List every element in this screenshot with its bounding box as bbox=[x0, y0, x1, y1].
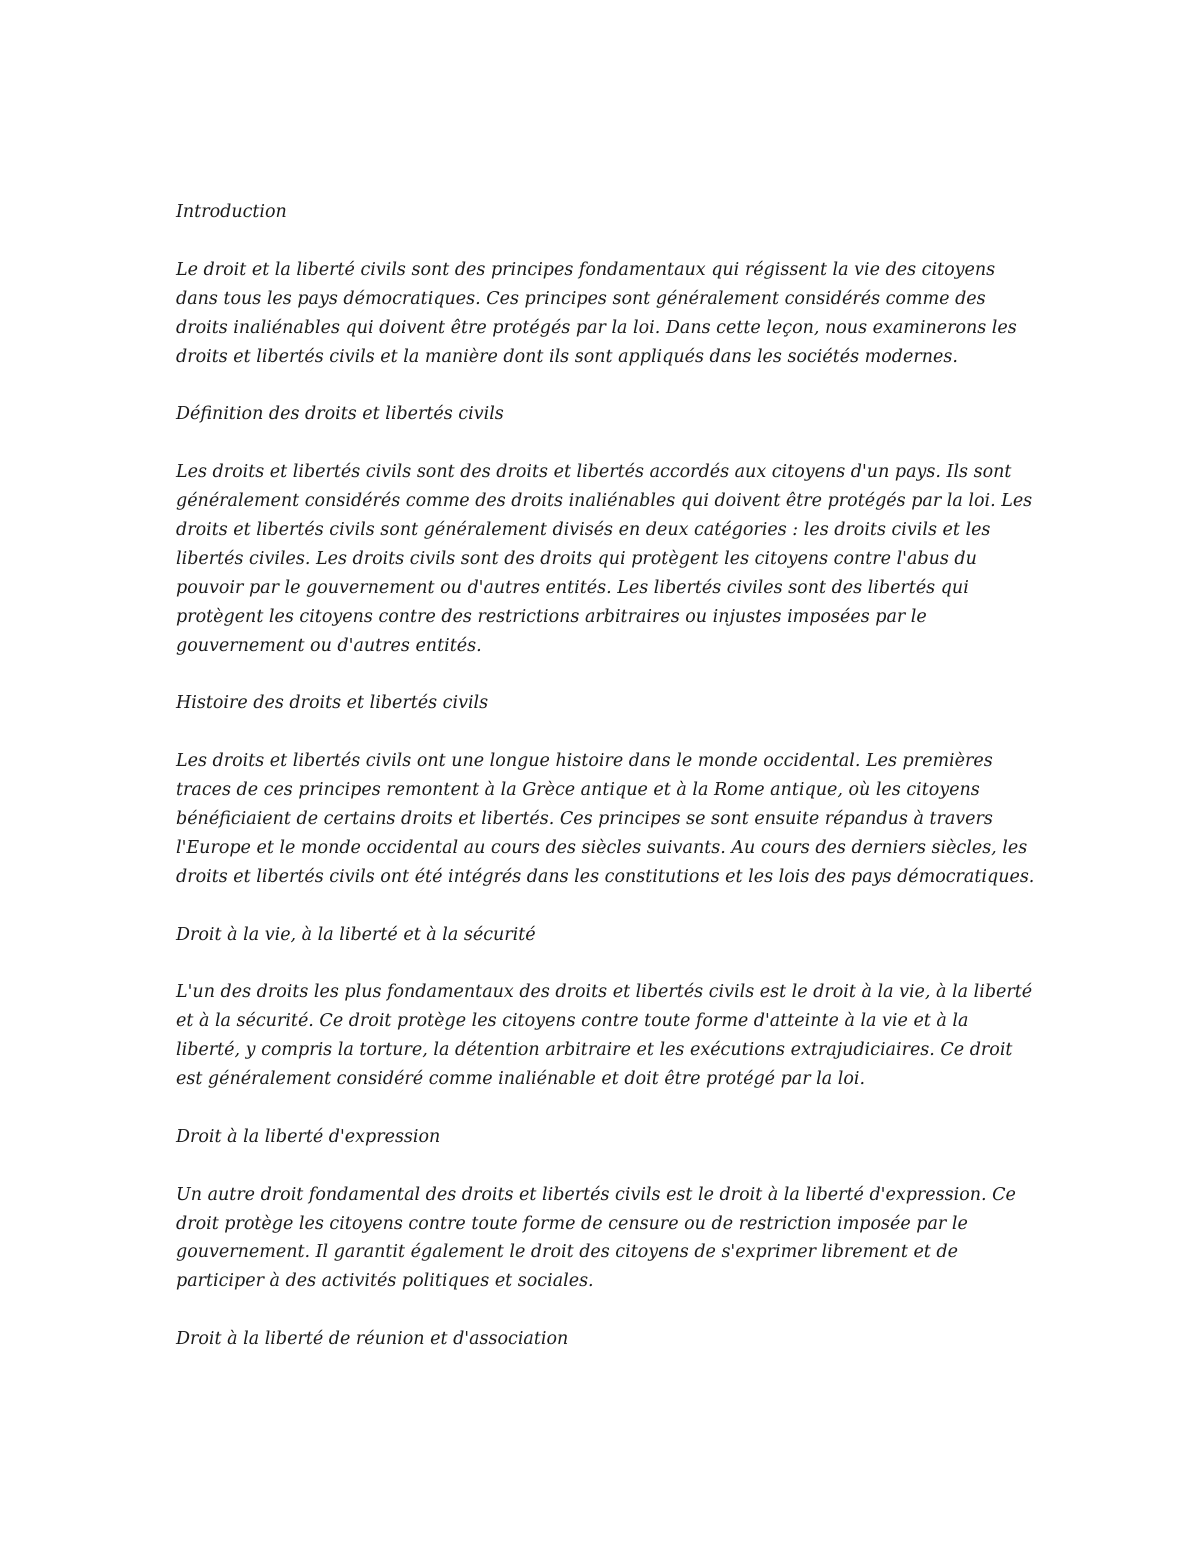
paragraph-line: libertés civiles. Les droits civils sont des droits qui protègent les citoyens contre l'abus du bbox=[176, 548, 977, 569]
paragraph-line: généralement considérés comme des droits inaliénables qui doivent être protégés par la loi. Les bbox=[176, 491, 1033, 512]
paragraph-line: est généralement considéré comme inaliénable et doit être protégé par la loi. bbox=[176, 1069, 866, 1090]
paragraph-line: Le droit et la liberté civils sont des principes fondamentaux qui régissent la vie des citoyens bbox=[176, 259, 996, 280]
heading-text: Introduction bbox=[176, 202, 287, 222]
paragraph-line: liberté, y compris la torture, la détention arbitraire et les exécutions extrajudiciaires. Ce droit bbox=[176, 1040, 1013, 1061]
paragraph-line: l'Europe et le monde occidental au cours des siècles suivants. Au cours des derniers siècles, les bbox=[176, 837, 1028, 858]
heading-text: Droit à la vie, à la liberté et à la sécurité bbox=[176, 924, 536, 945]
heading-text: Histoire des droits et libertés civils bbox=[176, 693, 489, 714]
section-heading bbox=[176, 1123, 1036, 1152]
heading-text: Définition des droits et libertés civils bbox=[176, 404, 504, 425]
paragraph-line: L'un des droits les plus fondamentaux des droits et libertés civils est le droit à la vie, à la liberté bbox=[176, 982, 1033, 1003]
paragraph-line: participer à des activités politiques et sociales. bbox=[176, 1271, 594, 1292]
paragraph-line: droits et libertés civils et la manière dont ils sont appliqués dans les sociétés modernes. bbox=[176, 346, 958, 367]
paragraph-line: droits et libertés civils sont généralement divisés en deux catégories : les droits civils et les bbox=[176, 519, 991, 540]
section-heading bbox=[176, 1325, 1036, 1354]
section-heading bbox=[176, 921, 1036, 950]
paragraph-line: droit protège les citoyens contre toute forme de censure ou de restriction imposée par le bbox=[176, 1213, 968, 1234]
body-paragraph bbox=[176, 256, 1036, 372]
heading-text: Droit à la liberté de réunion et d'association bbox=[176, 1329, 569, 1350]
paragraph-line: bénéficiaient de certains droits et libertés. Ces principes se sont ensuite répandus à travers bbox=[176, 808, 993, 829]
paragraph-line: droits et libertés civils ont été intégrés dans les constitutions et les lois des pays démocratiques. bbox=[176, 866, 1035, 887]
section-heading bbox=[176, 689, 1036, 718]
paragraph-line: Un autre droit fondamental des droits et libertés civils est le droit à la liberté d'expression. Ce bbox=[176, 1184, 1016, 1205]
paragraph-line: gouvernement ou d'autres entités. bbox=[176, 635, 482, 656]
paragraph-line: droits inaliénables qui doivent être protégés par la loi. Dans cette leçon, nous examinerons les bbox=[176, 317, 1017, 338]
paragraph-line: gouvernement. Il garantit également le droit des citoyens de s'exprimer librement et de bbox=[176, 1242, 958, 1263]
heading-text: Droit à la liberté d'expression bbox=[176, 1126, 441, 1147]
document-body bbox=[176, 198, 1036, 1383]
body-paragraph bbox=[176, 1181, 1036, 1297]
paragraph-line: traces de ces principes remontent à la Grèce antique et à la Rome antique, où les citoyens bbox=[176, 780, 980, 801]
paragraph-line: Les droits et libertés civils sont des droits et libertés accordés aux citoyens d'un pays. Ils sont bbox=[176, 462, 1012, 483]
section-heading bbox=[176, 400, 1036, 429]
body-paragraph bbox=[176, 747, 1036, 892]
body-paragraph bbox=[176, 978, 1036, 1094]
paragraph-line: protègent les citoyens contre des restrictions arbitraires ou injustes imposées par le bbox=[176, 606, 927, 627]
paragraph-line: dans tous les pays démocratiques. Ces principes sont généralement considérés comme des bbox=[176, 288, 986, 309]
paragraph-line: pouvoir par le gouvernement ou d'autres entités. Les libertés civiles sont des libertés qui bbox=[176, 577, 969, 598]
paragraph-line: et à la sécurité. Ce droit protège les citoyens contre toute forme d'atteinte à la vie et à la bbox=[176, 1011, 969, 1032]
body-paragraph bbox=[176, 458, 1036, 660]
paragraph-line: Les droits et libertés civils ont une longue histoire dans le monde occidental. Les premières bbox=[176, 751, 993, 772]
section-heading bbox=[176, 198, 1036, 227]
